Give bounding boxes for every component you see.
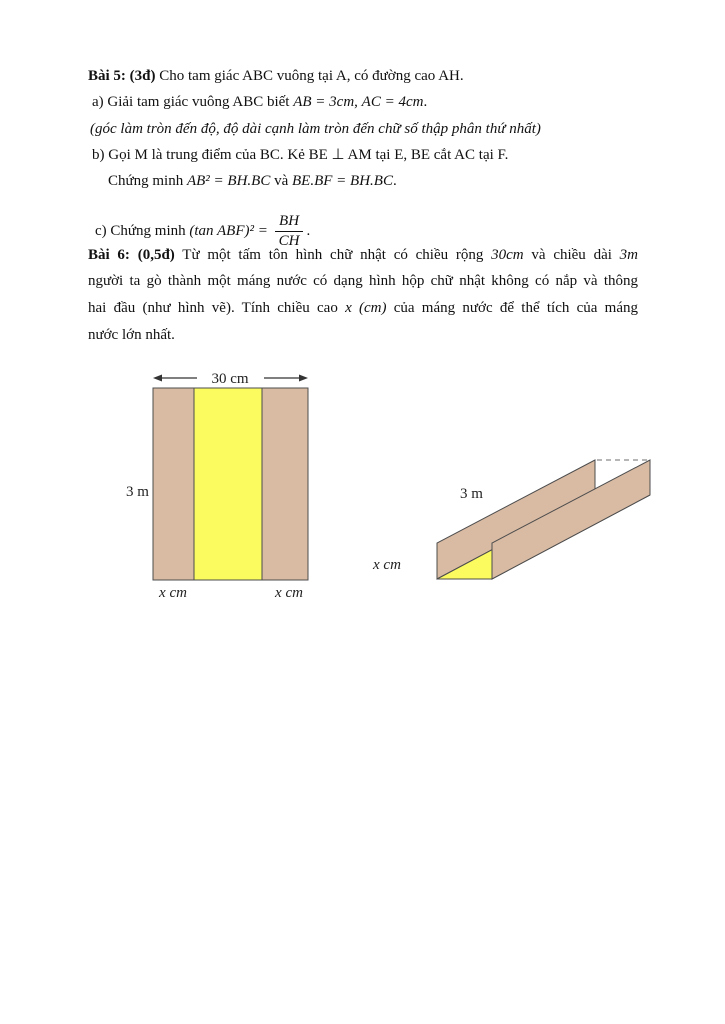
- math-3m: 3m: [619, 247, 639, 263]
- problem5-heading: [88, 67, 464, 86]
- fold-width-label-right: x cm: [275, 585, 303, 601]
- problem5-part-b: b) Gọi M là trung điểm của BC. Kẻ BE ⊥ AM tại E, BE cắt AC tại F.: [92, 147, 509, 163]
- math-ac: AC = 4cm: [361, 94, 424, 110]
- problem6-text-d: của máng nước để thể tích của máng: [386, 300, 638, 316]
- math-bebf: BE.BF = BH.BC: [292, 173, 393, 189]
- problem6-line2: người ta gò thành một máng nước có dạng hình hộp chữ nhật không có nắp và thông: [88, 273, 638, 289]
- math-x-cm: x (cm): [345, 300, 387, 316]
- problem6-line4: nước lớn nhất.: [88, 327, 175, 343]
- problem6-label: Bài 6: (0,5đ): [88, 247, 175, 263]
- fraction-bh-ch: [275, 213, 304, 251]
- rounding-note: (góc làm tròn đến độ, độ dài cạnh làm tròn đến chữ số thập phân thứ nhất): [90, 121, 541, 137]
- problem5-part-b-proof: [108, 172, 397, 191]
- sheet-yellow-strip: [194, 388, 262, 580]
- problem5-heading-text: Cho tam giác ABC vuông tại A, có đường cao AH.: [155, 68, 464, 84]
- sheet-length-label: 3 m: [126, 484, 149, 500]
- and-text: và: [270, 173, 293, 189]
- proof-text: Chứng minh: [108, 173, 187, 189]
- math-ab: AB = 3cm: [293, 94, 355, 110]
- trough-3d-figure: [370, 446, 670, 596]
- fold-width-label-left: x cm: [159, 585, 187, 601]
- problem6-text-c: hai đầu (như hình vẽ). Tính chiều cao: [88, 300, 346, 316]
- math-30cm: 30cm: [491, 247, 524, 263]
- period: .: [392, 173, 397, 189]
- math-tan-abf: (tan ABF)² =: [189, 223, 272, 240]
- width-arrow: [153, 371, 308, 387]
- width-label: 30 cm: [211, 371, 249, 387]
- problem6-text-a: Từ một tấm tôn hình chữ nhật có chiều rộng: [174, 247, 492, 263]
- problem6-line1: [88, 246, 638, 265]
- separator: ,: [354, 94, 362, 110]
- problem6-line3: [88, 299, 638, 318]
- part-a-text: a) Giải tam giác vuông ABC biết: [92, 94, 294, 110]
- part-c-text: c) Chứng minh: [95, 223, 190, 240]
- problem5-part-c: [95, 213, 310, 251]
- trough-length-label: 3 m: [460, 486, 483, 502]
- fraction-denominator: CH: [278, 233, 300, 250]
- math-ab2: AB² = BH.BC: [186, 173, 271, 189]
- period: .: [423, 94, 428, 110]
- problem6-text-b: và chiều dài: [523, 247, 620, 263]
- trough-height-label: x cm: [373, 557, 401, 573]
- problem5-label: Bài 5: (3đ): [88, 68, 156, 84]
- period: .: [306, 223, 311, 240]
- flat-sheet-figure: [118, 366, 328, 611]
- fraction-numerator: BH: [275, 213, 304, 232]
- problem5-part-a: [92, 93, 427, 112]
